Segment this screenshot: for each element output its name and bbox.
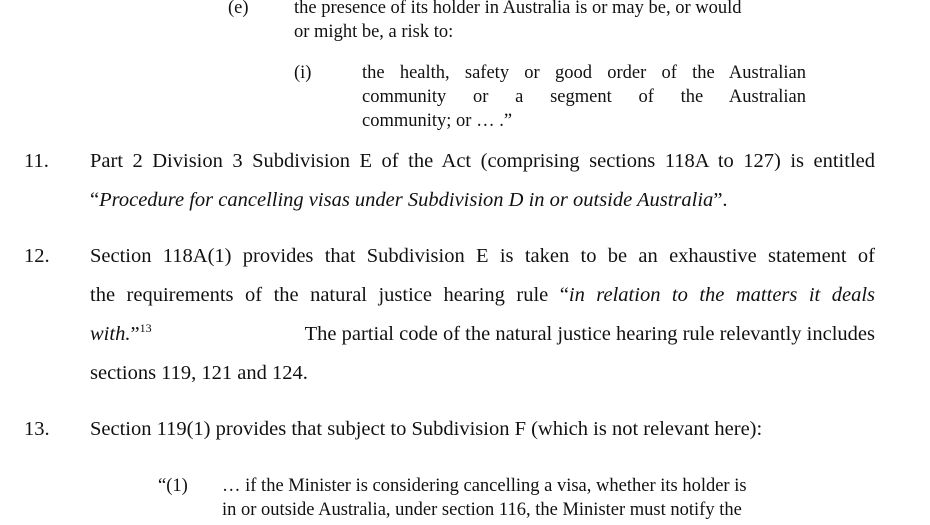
- paragraph-11-line-2: “Procedure for cancelling visas under Subdivision D in or outside Australia”.: [90, 189, 728, 211]
- quote-i-line-1: the health, safety or good order of the Australian: [362, 63, 806, 83]
- paragraph-number: 12.: [24, 245, 50, 267]
- paragraph-12-line-1: Section 118A(1) provides that Subdivision E is taken to be an exhaustive statement of: [90, 245, 875, 267]
- quote-i-line-3: community; or … .”: [362, 111, 513, 131]
- quote-i-line-2: community or a segment of the Australian: [362, 87, 806, 107]
- paragraph-11-line-1: Part 2 Division 3 Subdivision E of the Act (comprising sections 118A to 127) is entitled: [90, 150, 875, 172]
- item-label-i: (i): [294, 63, 312, 83]
- quote-e-line-1: the presence of its holder in Australia is or may be, or would: [294, 0, 742, 18]
- paragraph-number: 11.: [24, 150, 49, 172]
- paragraph-12-line-4: sections 119, 121 and 124.: [90, 362, 308, 384]
- item-label-1: “(1): [158, 476, 188, 496]
- case-title-italic: Procedure for cancelling visas under Subdivision D in or outside Australia: [99, 189, 714, 211]
- quote-1-line-1: … if the Minister is considering cancelling a visa, whether its holder is: [222, 476, 747, 496]
- quote-1-line-2: in or outside Australia, under section 116, the Minister must notify the: [222, 500, 742, 520]
- paragraph-number: 13.: [24, 418, 50, 440]
- quote-e-line-2: or might be, a risk to:: [294, 22, 454, 42]
- paragraph-12-line-2: the requirements of the natural justice hearing rule “in relation to the matters it deals: [90, 284, 875, 306]
- paragraph-13-line-1: Section 119(1) provides that subject to Subdivision F (which is not relevant here):: [90, 418, 763, 440]
- quoted-italic: in relation to the matters it deals: [568, 284, 875, 306]
- paragraph-12-line-3: with.”$^{13}$ The partial code of the natural justice hearing rule relevantly includes: [90, 321, 875, 345]
- footnote-ref[interactable]: 13: [139, 321, 152, 335]
- item-label-e: (e): [228, 0, 249, 18]
